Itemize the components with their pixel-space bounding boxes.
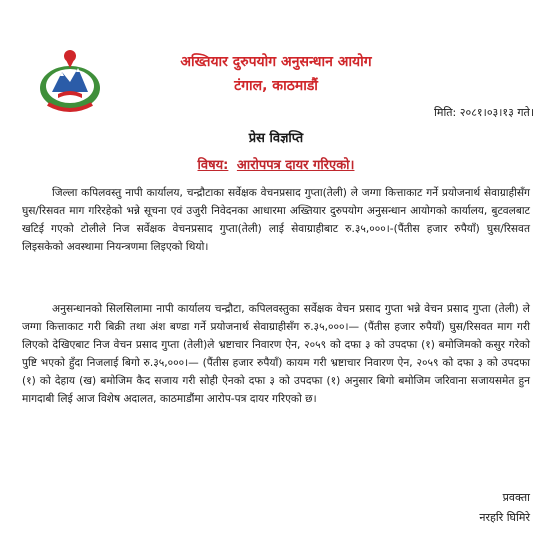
organization-address: टंगाल, काठमाडौं: [234, 78, 318, 94]
subject-label: विषय:: [197, 158, 229, 173]
signatory-title: प्रवक्ता: [502, 491, 530, 504]
subject-line: [0, 155, 552, 173]
date-line: मिति: २०८१।०३।१३ गते।: [434, 106, 534, 119]
organization-name: अख्तियार दुरुपयोग अनुसन्धान आयोग: [180, 54, 372, 70]
signatory-name: नरहरि घिमिरे: [479, 511, 530, 524]
subject-value: आरोपपत्र दायर गरिएको।: [236, 158, 355, 173]
body-paragraph-2: अनुसन्धानको सिलसिलामा नापी कार्यालय चन्द्रौटा, कपिलवस्तुका सर्वेक्षक वेचन प्रसाद गुप्ता भन्ने वेचन प्रसाद गुप्ता (तेली) ले जग्गा कित्ताकाट गरी बिक्री तथा अंश बण्डा गर्ने प्रयोजनार्थ सेवाग्राहीसँग रु.३५,०००।— (पैंतीस हजार रुपैयाँ) घुस/रिसवत माग गरी लिएको देखिएबाट निज वेचन प्रसाद गुप्ता (तेली)ले भ्रष्टाचार निवारण ऐन, २०५९ को दफा ३ को उपदफा (१) बमोजिमको कसुर गरेको पुष्टि भएको हुँदा निजलाई बिगो रु.३५,०००।— (पैंतीस हजार रुपैयाँ) कायम गरी भ्रष्टाचार निवारण ऐन, २०५९ को दफा ३ को उपदफा (१) को देहाय (ख) बमोजिम कैद सजाय गरी सोही ऐनको दफा ३ को उपदफा (१) अनुसार बिगो बमोजिम जरिवाना सजायसमेत हुन मागदाबी लिई आज विशेष अदालत, काठमाडौंमा आरोप-पत्र दायर गरिएको छ।: [22, 303, 530, 405]
press-release-heading: प्रेस विज्ञप्ति: [248, 131, 304, 146]
body-paragraph-1: जिल्ला कपिलवस्तु नापी कार्यालय, चन्द्रौटाका सर्वेक्षक वेचनप्रसाद गुप्ता(तेली) ले जग्गा कित्ताकाट गर्ने प्रयोजनार्थ सेवाग्राहीसँग घुस/रिसवत माग गरिरहेको भन्ने सूचना एवं उजुरी निवेदनका आधारमा अख्तियार दुरुपयोग अनुसन्धान आयोगको कार्यालय, बुटवलबाट खटिई गएको टोलीले निज सर्वेक्षक वेचनप्रसाद गुप्ता(तेली) लाई सेवाग्राहीबाट रु.३५,०००।-(पैंतीस हजार रुपैयाँ) घुस/रिसवत लिइसकेको अवस्थामा नियन्त्रणमा लिइएको थियो।: [22, 187, 530, 253]
